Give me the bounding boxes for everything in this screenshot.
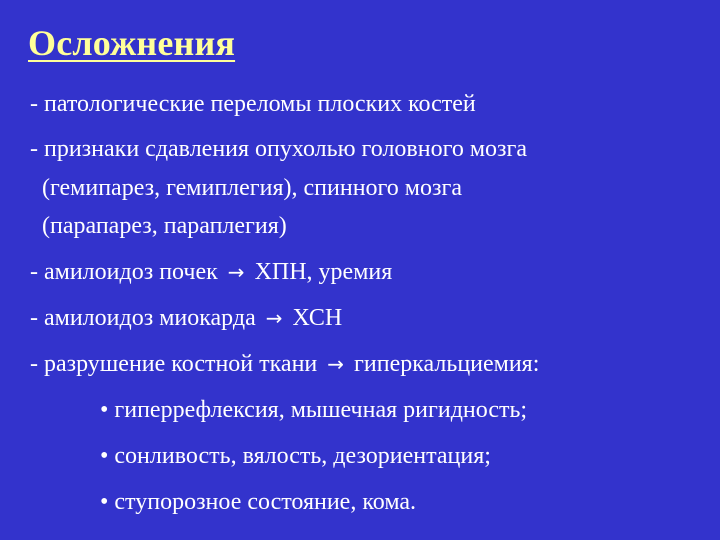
slide-title: Осложнения <box>28 23 236 63</box>
list-item-result: ХПН, уремия <box>254 259 393 285</box>
list-item: - признаки сдавления опухолью головного мозга <box>30 136 528 162</box>
bullet-item: • ступорозное состояние, кома. <box>100 489 416 515</box>
list-item <box>30 350 539 378</box>
list-item <box>30 304 342 332</box>
list-item-text: - амилоидоз миокарда <box>30 305 256 331</box>
bullet-item: • сонливость, вялость, дезориентация; <box>100 443 491 469</box>
list-item-result: ХСН <box>292 305 343 331</box>
bullet-item: • гиперрефлексия, мышечная ригидность; <box>100 397 528 423</box>
list-item-continuation: (парапарез, параплегия) <box>42 213 287 239</box>
list-item: - патологические переломы плоских костей <box>30 91 476 117</box>
arrow-right-icon: → <box>265 306 283 330</box>
list-item-text: - разрушение костной ткани <box>30 351 318 377</box>
arrow-right-icon: → <box>227 260 245 284</box>
list-item-result: гиперкальциемия: <box>354 351 540 377</box>
list-item <box>30 258 392 286</box>
list-item-text: - амилоидоз почек <box>30 259 218 285</box>
list-item-continuation: (гемипарез, гемиплегия), спинного мозга <box>42 175 462 201</box>
arrow-right-icon: → <box>327 352 345 376</box>
